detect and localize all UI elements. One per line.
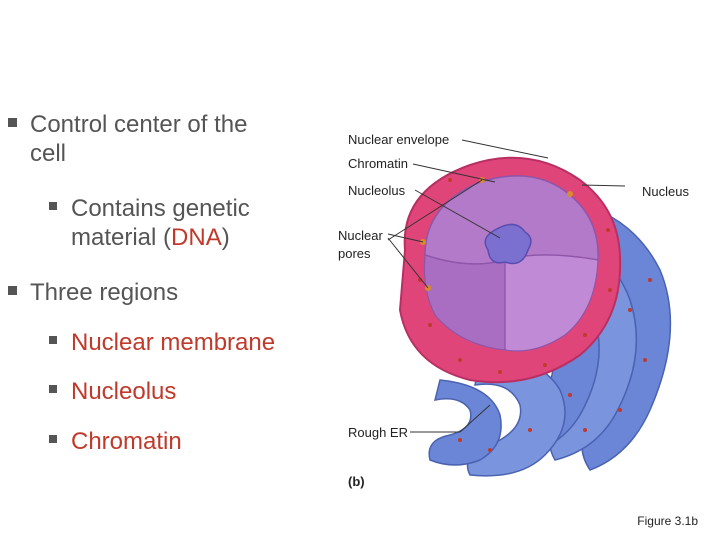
bullet-region-nuclear-membrane bbox=[71, 328, 275, 357]
label-nuclear-pores-line1: Nuclear bbox=[338, 228, 383, 243]
bullet-list bbox=[0, 0, 330, 540]
bullet-text-line1: Control center of the bbox=[30, 111, 248, 138]
label-rough-er: Rough ER bbox=[348, 425, 408, 440]
square-bullet-icon bbox=[49, 202, 57, 210]
square-bullet-icon bbox=[8, 118, 17, 127]
bullet-region-nucleolus bbox=[71, 377, 176, 406]
nuclear-envelope-illustration bbox=[400, 158, 620, 382]
bullet-text-line2: cell bbox=[30, 140, 67, 168]
square-bullet-icon bbox=[8, 286, 17, 295]
label-nucleolus: Nucleolus bbox=[348, 183, 406, 198]
square-bullet-icon bbox=[49, 336, 57, 344]
figure-reference: Figure 3.1b bbox=[637, 514, 698, 528]
label-nuclear-envelope: Nuclear envelope bbox=[348, 132, 450, 147]
square-bullet-icon bbox=[49, 435, 57, 443]
bullet-text-line1: Contains genetic bbox=[71, 195, 250, 222]
square-bullet-icon bbox=[49, 385, 57, 393]
label-chromatin: Chromatin bbox=[348, 156, 408, 171]
label-nuclear-pores-line2: pores bbox=[338, 246, 371, 261]
bullet-three-regions bbox=[30, 278, 178, 307]
bullet-text-line2: material (DNA) bbox=[71, 224, 230, 252]
nucleus-diagram bbox=[330, 110, 720, 495]
bullet-text-line1: Three regions bbox=[30, 279, 179, 306]
region-label: Nuclear membrane bbox=[71, 329, 276, 356]
bullet-control-center bbox=[30, 110, 247, 169]
panel-label: (b) bbox=[348, 474, 365, 489]
label-nucleus: Nucleus bbox=[642, 184, 689, 199]
region-label: Nucleolus bbox=[71, 378, 177, 405]
bullet-region-chromatin bbox=[71, 427, 182, 456]
region-label: Chromatin bbox=[71, 428, 182, 455]
bullet-contains-genetic bbox=[71, 194, 250, 253]
dna-highlight: DNA bbox=[171, 224, 222, 252]
